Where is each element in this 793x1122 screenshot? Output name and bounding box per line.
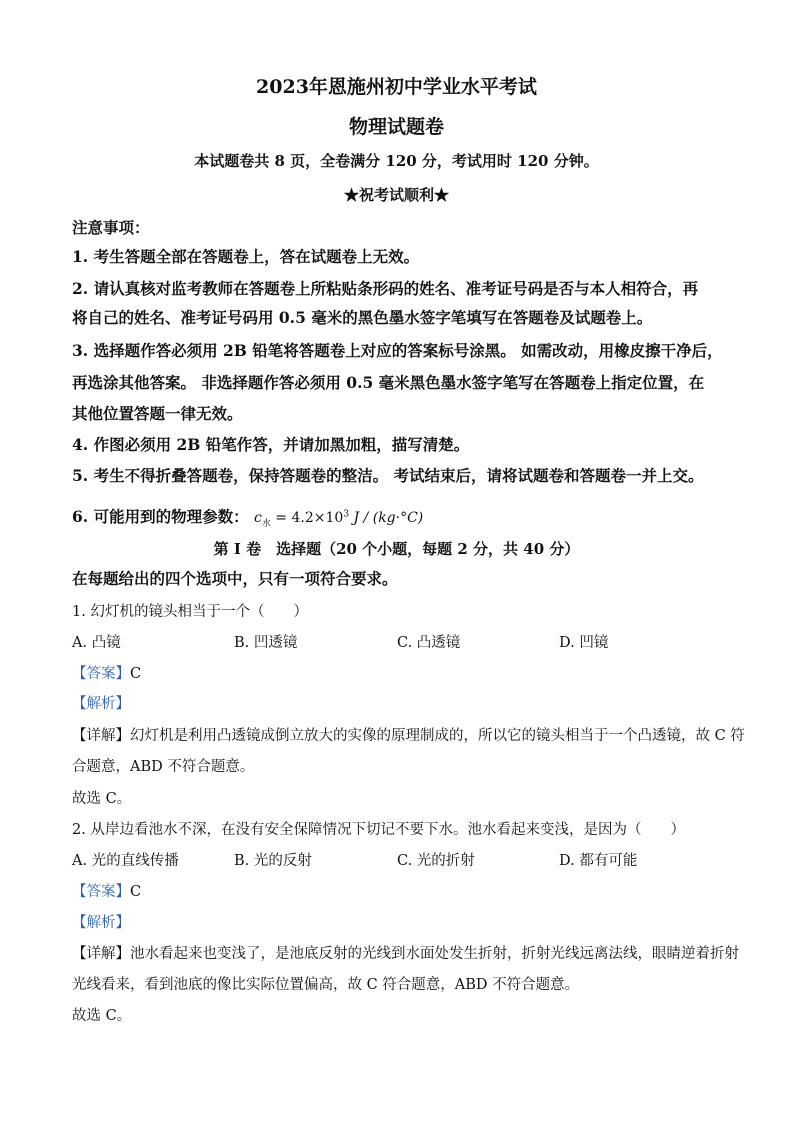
specific-heat-formula: $c_水 = 4.2\times 10^3$ J / (kg·°C) [254, 509, 424, 529]
conclusion-line: 故选 C。 [72, 791, 132, 807]
question-option: A. 光的直线传播 [72, 853, 179, 869]
notice-line: 1. 考生答题全部在答题卷上，答在试题卷上无效。 [72, 247, 420, 266]
answer-value: C [130, 666, 142, 682]
detail-tag: 【详解】 [72, 728, 130, 744]
section-instruction: 在每题给出的四个选项中，只有一项符合要求。 [72, 569, 398, 588]
notice-line: 再选涂其他答案。 非选择题作答必须用 0.5 毫米黑色墨水签字笔写在答题卷上指定位置，在 [72, 373, 705, 392]
exam-info: 本试题卷共 8 页，全卷满分 120 分，考试用时 120 分钟。 [194, 152, 599, 170]
detail-tag: 【详解】 [72, 946, 130, 962]
section-heading: 第 I 卷 选择题（20 个小题，每题 2 分，共 40 分） [213, 540, 580, 558]
notice-heading: 注意事项： [72, 218, 150, 237]
notice-item-6 [72, 505, 423, 529]
question-option: B. 光的反射 [234, 853, 312, 869]
notice-item-6-label: 6. 可能用到的物理参数： [72, 507, 249, 526]
notice-line: 其他位置答题一律无效。 [72, 404, 243, 423]
answer-line [72, 880, 141, 901]
detail-line: 【详解】幻灯机是利用凸透镜成倒立放大的实像的原理制成的，所以它的镜头相当于一个凸透镜，故 C 符 [72, 728, 745, 744]
question-option: C. 凸透镜 [397, 635, 461, 651]
answer-tag: 【答案】 [72, 884, 130, 900]
answer-line [72, 662, 141, 683]
notice-line: 5. 考生不得折叠答题卷，保持答题卷的整洁。 考试结束后，请将试题卷和答题卷一并上交。 [72, 466, 704, 485]
question-stem: 2. 从岸边看池水不深，在没有安全保障情况下切记不要下水。池水看起来变浅，是因为（ ） [72, 822, 685, 838]
exam-subtitle: 物理试题卷 [348, 116, 444, 138]
notice-line: 将自己的姓名、准考证号码用 0.5 毫米的黑色墨水签字笔填写在答题卷及试题卷上。 [72, 308, 653, 327]
question-option: A. 凸镜 [72, 635, 121, 651]
analysis-tag: 【解析】 [72, 696, 130, 712]
question-stem: 1. 幻灯机的镜头相当于一个（ ） [72, 604, 308, 620]
exam-title: 2023年恩施州初中学业水平考试 [256, 76, 537, 98]
notice-line: 2. 请认真核对监考教师在答题卷上所粘贴条形码的姓名、准考证号码是否与本人相符合，再 [72, 279, 699, 298]
question-option: C. 光的折射 [397, 853, 475, 869]
notice-line: 3. 选择题作答必须用 2B 铅笔将答题卷上对应的答案标号涂黑。 如需改动，用橡皮擦干净后， [72, 341, 723, 360]
question-option: B. 凹透镜 [234, 635, 298, 651]
answer-tag: 【答案】 [72, 666, 130, 682]
question-option: D. 都有可能 [559, 853, 638, 869]
analysis-tag: 【解析】 [72, 915, 130, 931]
detail-line: 光线看来，看到池底的像比实际位置偏高，故 C 符合题意，ABD 不符合题意。 [72, 977, 580, 993]
notice-line: 4. 作图必须用 2B 铅笔作答，并请加黑加粗，描写清楚。 [72, 435, 470, 454]
conclusion-line: 故选 C。 [72, 1008, 132, 1024]
good-luck-wish: ★祝考试顺利★ [343, 186, 449, 204]
answer-value: C [130, 884, 142, 900]
detail-line: 合题意，ABD 不符合题意。 [72, 759, 255, 775]
question-option: D. 凹镜 [559, 635, 609, 651]
detail-line: 【详解】池水看起来也变浅了，是池底反射的光线到水面处发生折射，折射光线远离法线，眼睛逆着折射 [72, 946, 739, 962]
